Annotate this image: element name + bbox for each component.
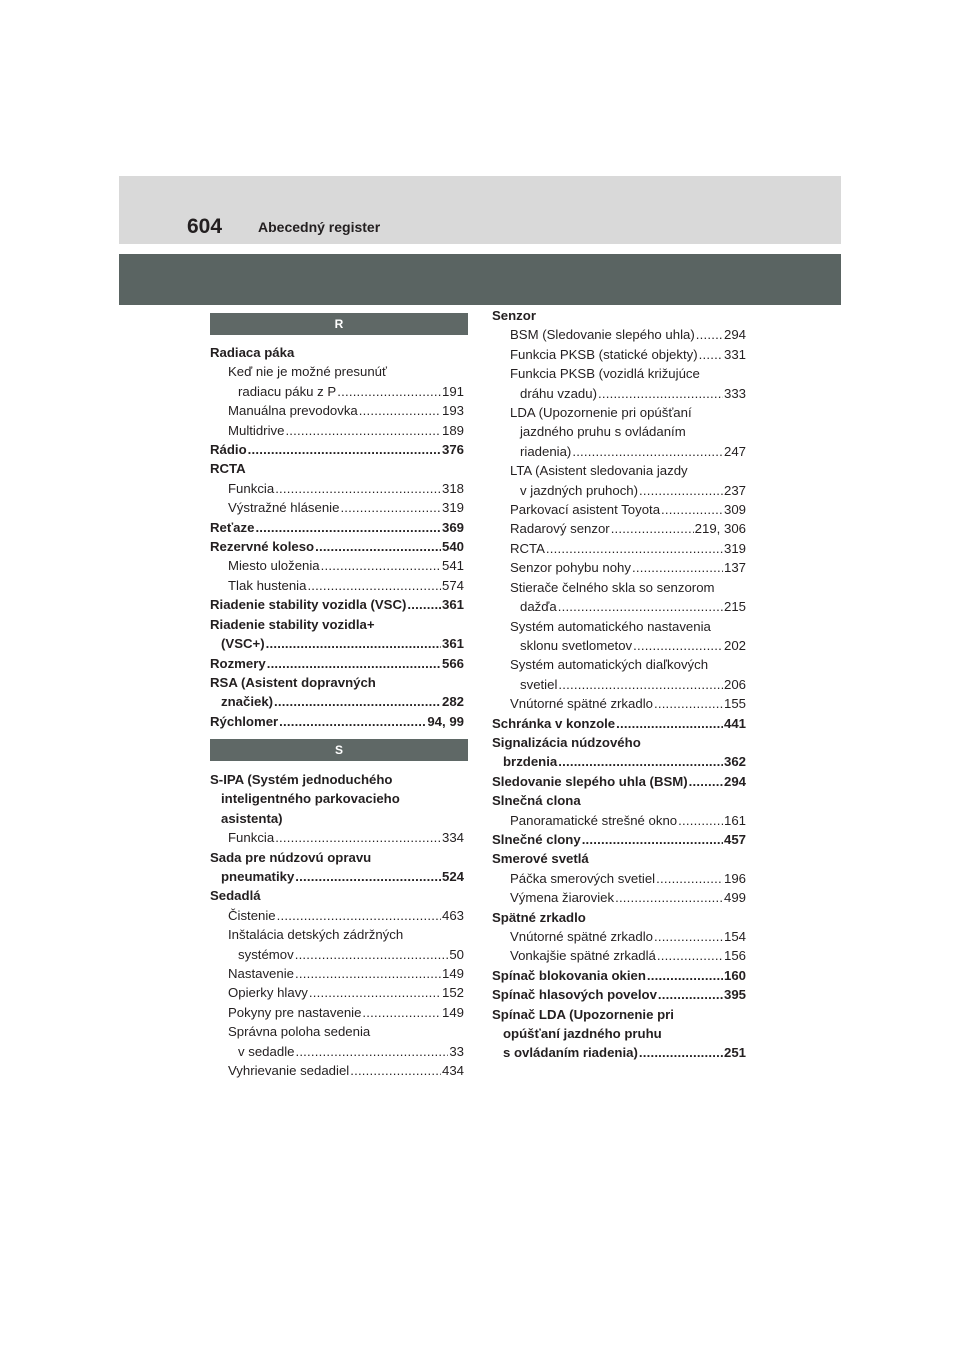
entry-label: Manuálna prevodovka <box>228 403 358 419</box>
entry-label: Vonkajšie spätné zrkadlá <box>510 948 656 964</box>
page-reference: 441 <box>723 715 746 731</box>
entry-label: Vnútorné spätné zrkadlo <box>510 696 653 712</box>
page-reference: 160 <box>723 967 746 983</box>
header-dark-band <box>119 254 841 305</box>
section-title: Abecedný register <box>258 219 381 235</box>
dot-leader <box>647 966 723 985</box>
index-subentry <box>492 946 746 965</box>
index-subentry <box>210 498 464 517</box>
dot-leader <box>678 811 723 830</box>
entry-label: riadenia) <box>520 443 572 459</box>
page-reference: 237 <box>723 482 746 498</box>
page-reference: 219, 306 <box>694 521 746 537</box>
entry-label: (VSC+) <box>221 636 265 652</box>
entry-label: Funkcia <box>228 830 275 846</box>
dot-leader <box>340 498 441 517</box>
entry-label: brzdenia <box>503 754 558 770</box>
page-reference: 434 <box>441 1063 464 1079</box>
page-reference: 161 <box>723 812 746 828</box>
entry-label: Funkcia PKSB (vozidlá križujúce <box>510 366 700 382</box>
entry-label: Sada pre núdzovú opravu <box>210 849 372 865</box>
dot-leader <box>699 345 723 364</box>
index-subentry <box>492 811 746 830</box>
index-entry <box>210 615 464 654</box>
dot-leader <box>654 694 723 713</box>
index-entry <box>210 595 464 614</box>
index-list-s-right <box>492 306 746 1063</box>
dot-leader <box>632 558 723 577</box>
dot-leader <box>275 828 441 847</box>
entry-label: Páčka smerových svetiel <box>510 870 656 886</box>
dot-leader <box>362 1003 441 1022</box>
page-reference: 463 <box>441 907 464 923</box>
page-reference: 499 <box>723 890 746 906</box>
entry-label: Čistenie <box>228 907 276 923</box>
entry-label: Opierky hlavy <box>228 985 308 1001</box>
index-entry <box>492 966 746 985</box>
index-subentry <box>492 694 746 713</box>
entry-label: Spínač hlasových povelov <box>492 987 657 1003</box>
entry-label: opúšťaní jazdného pruhu <box>503 1026 662 1042</box>
page-reference: 149 <box>441 1004 464 1020</box>
index-subentry <box>210 964 464 983</box>
index-entry <box>492 714 746 733</box>
entry-label: LTA (Asistent sledovania jazdy <box>510 463 688 479</box>
entry-label: Pokyny pre nastavenie <box>228 1004 362 1020</box>
index-subentry <box>210 401 464 420</box>
entry-label: Senzor pohybu nohy <box>510 560 631 576</box>
entry-label: RSA (Asistent dopravných <box>210 674 376 690</box>
index-subentry <box>492 461 746 500</box>
letter-heading-r: R <box>210 313 468 335</box>
entry-label: Spínač blokovania okien <box>492 967 646 983</box>
page-number: 604 <box>187 215 223 238</box>
index-entry <box>492 1005 746 1063</box>
page-reference: 362 <box>723 754 746 770</box>
index-subentry <box>210 479 464 498</box>
dot-leader <box>279 712 426 731</box>
dot-leader <box>337 382 441 401</box>
page-reference: 155 <box>723 696 746 712</box>
entry-label: Inštalácia detských zádržných <box>228 927 404 943</box>
page-reference: 361 <box>441 636 464 652</box>
entry-label: Sedadlá <box>210 888 261 904</box>
entry-label: Riadenie stability vozidla (VSC) <box>210 597 407 613</box>
dot-leader <box>267 654 441 673</box>
entry-label: jazdného pruhu s ovládaním <box>520 424 686 440</box>
entry-label: systémov <box>238 946 294 962</box>
page-reference: 33 <box>449 1043 464 1059</box>
page-reference: 395 <box>723 987 746 1003</box>
entry-label: Senzor <box>492 308 536 323</box>
page-reference: 376 <box>441 442 464 458</box>
index-subentry <box>210 421 464 440</box>
entry-label: Funkcia <box>228 480 275 496</box>
entry-label: Stierače čelného skla so senzorom <box>510 579 715 595</box>
dot-leader <box>639 481 723 500</box>
entry-label: dažďa <box>520 599 557 615</box>
index-entry <box>210 518 464 537</box>
page-reference: 206 <box>723 676 746 692</box>
entry-label: S-IPA (Systém jednoduchého <box>210 772 393 787</box>
dot-leader <box>275 479 441 498</box>
index-entry <box>492 985 746 1004</box>
entry-label: Výmena žiaroviek <box>510 890 615 906</box>
page-reference: 247 <box>723 443 746 459</box>
page-reference: 361 <box>441 597 464 613</box>
entry-label: Signalizácia núdzového <box>492 734 641 750</box>
index-subentry <box>492 927 746 946</box>
dot-leader <box>407 595 441 614</box>
dot-leader <box>255 518 441 537</box>
index-subentry <box>210 983 464 1002</box>
dot-leader <box>689 772 723 791</box>
header-band <box>119 176 841 244</box>
index-subentry <box>492 519 746 538</box>
entry-label: Výstražné hlásenie <box>228 500 340 516</box>
entry-label: RCTA <box>210 461 246 477</box>
dot-leader <box>295 867 441 886</box>
dot-leader <box>598 384 723 403</box>
entry-label: Nastavenie <box>228 966 294 982</box>
dot-leader <box>285 421 441 440</box>
dot-leader <box>295 964 441 983</box>
page-reference: 251 <box>723 1045 746 1061</box>
page-reference: 154 <box>723 929 746 944</box>
entry-label: Miesto uloženia <box>228 558 320 574</box>
index-subentry <box>492 617 746 656</box>
index-subentry <box>492 500 746 519</box>
page-reference: 333 <box>723 385 746 401</box>
entry-label: radiacu páku z P <box>238 383 337 399</box>
dot-leader <box>309 983 441 1002</box>
entry-label: Systém automatických diaľkových <box>510 657 709 673</box>
page-reference: 156 <box>723 948 746 964</box>
index-entry <box>492 306 746 325</box>
index-list-s-left <box>210 770 464 1081</box>
page-reference: 574 <box>441 577 464 593</box>
page-reference: 137 <box>723 560 746 576</box>
page-reference: 318 <box>441 480 464 496</box>
page-reference: 193 <box>441 403 464 419</box>
page-reference: 524 <box>441 869 464 885</box>
entry-label: svetiel <box>520 676 558 692</box>
entry-label: BSM (Sledovanie slepého uhla) <box>510 327 695 343</box>
entry-label: Smerové svetlá <box>492 851 589 867</box>
entry-label: značiek) <box>221 694 274 710</box>
entry-label: Slnečná clona <box>492 793 581 809</box>
page-reference: 457 <box>723 831 746 847</box>
index-subentry <box>492 325 746 344</box>
page-reference: 294 <box>723 773 746 789</box>
index-subentry <box>492 578 746 617</box>
index-entry <box>210 537 464 556</box>
entry-label: Systém automatického nastavenia <box>510 618 711 634</box>
page-reference: 334 <box>441 830 464 846</box>
dot-leader <box>611 519 694 538</box>
entry-label: Slnečné clony <box>492 831 581 847</box>
entry-label: v jazdných pruhoch) <box>520 482 639 498</box>
dot-leader <box>661 500 723 519</box>
index-subentry <box>210 362 464 401</box>
page-reference: 331 <box>723 346 746 362</box>
index-subentry <box>210 828 464 847</box>
index-subentry <box>210 906 464 925</box>
entry-label: asistenta) <box>221 810 283 826</box>
index-entry <box>492 791 746 810</box>
index-subentry <box>210 925 464 964</box>
entry-label: RCTA <box>510 540 545 556</box>
entry-label: s ovládaním riadenia) <box>503 1045 638 1061</box>
dot-leader <box>572 442 723 461</box>
dot-leader <box>295 945 449 964</box>
dot-leader <box>274 692 441 711</box>
dot-leader <box>315 537 441 556</box>
page-reference: 149 <box>441 966 464 982</box>
dot-leader <box>546 539 723 558</box>
dot-leader <box>558 675 723 694</box>
index-subentry <box>492 558 746 577</box>
page-reference: 94, 99 <box>427 713 464 729</box>
index-subentry <box>210 1003 464 1022</box>
page-reference: 319 <box>441 500 464 516</box>
entry-label: Parkovací asistent Toyota <box>510 502 661 518</box>
page-reference: 202 <box>723 637 746 653</box>
page-reference: 189 <box>441 422 464 438</box>
index-subentry <box>210 556 464 575</box>
dot-leader <box>654 927 723 946</box>
index-entry <box>492 772 746 791</box>
dot-leader <box>359 401 441 420</box>
entry-label: Vnútorné spätné zrkadlo <box>510 929 653 944</box>
index-entry <box>492 849 746 868</box>
index-entry <box>210 886 464 905</box>
page-reference: 50 <box>449 946 464 962</box>
entry-label: v sedadle <box>238 1043 295 1059</box>
letter-heading-s: S <box>210 739 468 761</box>
dot-leader <box>633 636 723 655</box>
dot-leader <box>295 1042 448 1061</box>
index-subentry <box>492 364 746 403</box>
entry-label: Radiaca páka <box>210 345 295 360</box>
entry-label: Rádio <box>210 442 247 458</box>
entry-label: Sledovanie slepého uhla (BSM) <box>492 773 688 789</box>
entry-label: Keď nie je možné presunúť <box>228 364 387 380</box>
index-subentry <box>492 869 746 888</box>
dot-leader <box>615 888 723 907</box>
index-subentry <box>492 345 746 364</box>
index-entry <box>210 848 464 887</box>
page-reference: 309 <box>723 502 746 518</box>
page-reference: 152 <box>441 985 464 1001</box>
entry-label: Panoramatické strešné okno <box>510 812 678 828</box>
dot-leader <box>656 869 723 888</box>
entry-label: Riadenie stability vozidla+ <box>210 616 375 632</box>
entry-label: Rýchlomer <box>210 713 279 729</box>
index-entry <box>210 673 464 712</box>
page-reference: 541 <box>441 558 464 574</box>
dot-leader <box>639 1043 723 1062</box>
entry-label: Správna poloha sedenia <box>228 1024 371 1040</box>
entry-label: LDA (Upozornenie pri opúšťaní <box>510 405 692 421</box>
page-reference: 215 <box>723 599 746 615</box>
index-subentry <box>492 403 746 461</box>
index-entry <box>210 343 464 362</box>
entry-label: Radarový senzor <box>510 521 610 537</box>
dot-leader <box>248 440 441 459</box>
page-reference: 540 <box>441 539 464 555</box>
index-entry <box>210 459 464 478</box>
page-reference: 369 <box>441 519 464 535</box>
dot-leader <box>558 597 723 616</box>
entry-label: Schránka v konzole <box>492 715 616 731</box>
page-reference: 566 <box>441 655 464 671</box>
index-entry <box>492 908 746 927</box>
dot-leader <box>266 634 441 653</box>
index-subentry <box>492 539 746 558</box>
entry-label: dráhu vzadu) <box>520 385 597 401</box>
entry-label: Reťaze <box>210 519 255 535</box>
dot-leader <box>321 556 441 575</box>
dot-leader <box>657 946 723 965</box>
dot-leader <box>616 714 723 733</box>
index-entry <box>492 733 746 772</box>
entry-label: pneumatiky <box>221 869 295 885</box>
dot-leader <box>277 906 441 925</box>
entry-label: Tlak hustenia <box>228 577 307 593</box>
index-subentry <box>210 1061 464 1080</box>
dot-leader <box>582 830 723 849</box>
entry-label: Vyhrievanie sedadiel <box>228 1063 350 1079</box>
entry-label: Rezervné koleso <box>210 539 315 555</box>
page-reference: 191 <box>441 383 464 399</box>
page-reference: 282 <box>441 694 464 710</box>
dot-leader <box>558 752 723 771</box>
entry-label: Multidrive <box>228 422 285 438</box>
entry-label: Spätné zrkadlo <box>492 909 586 925</box>
index-entry <box>210 654 464 673</box>
entry-label: inteligentného parkovacieho <box>221 791 400 807</box>
dot-leader <box>350 1061 441 1080</box>
dot-leader <box>658 985 723 1004</box>
page-reference: 196 <box>723 870 746 886</box>
index-subentry <box>210 1022 464 1061</box>
index-list-r <box>210 343 464 731</box>
page-reference: 319 <box>723 540 746 556</box>
index-entry <box>210 770 464 828</box>
dot-leader <box>307 576 441 595</box>
index-entry <box>492 830 746 849</box>
index-entry <box>210 440 464 459</box>
entry-label: Funkcia PKSB (statické objekty) <box>510 346 698 362</box>
entry-label: Spínač LDA (Upozornenie pri <box>492 1006 674 1022</box>
index-subentry <box>492 655 746 694</box>
index-entry <box>210 712 464 731</box>
index-subentry <box>210 576 464 595</box>
entry-label: Rozmery <box>210 655 266 671</box>
entry-label: sklonu svetlometov <box>520 637 633 653</box>
page-reference: 294 <box>723 327 746 343</box>
dot-leader <box>696 325 723 344</box>
index-subentry <box>492 888 746 907</box>
